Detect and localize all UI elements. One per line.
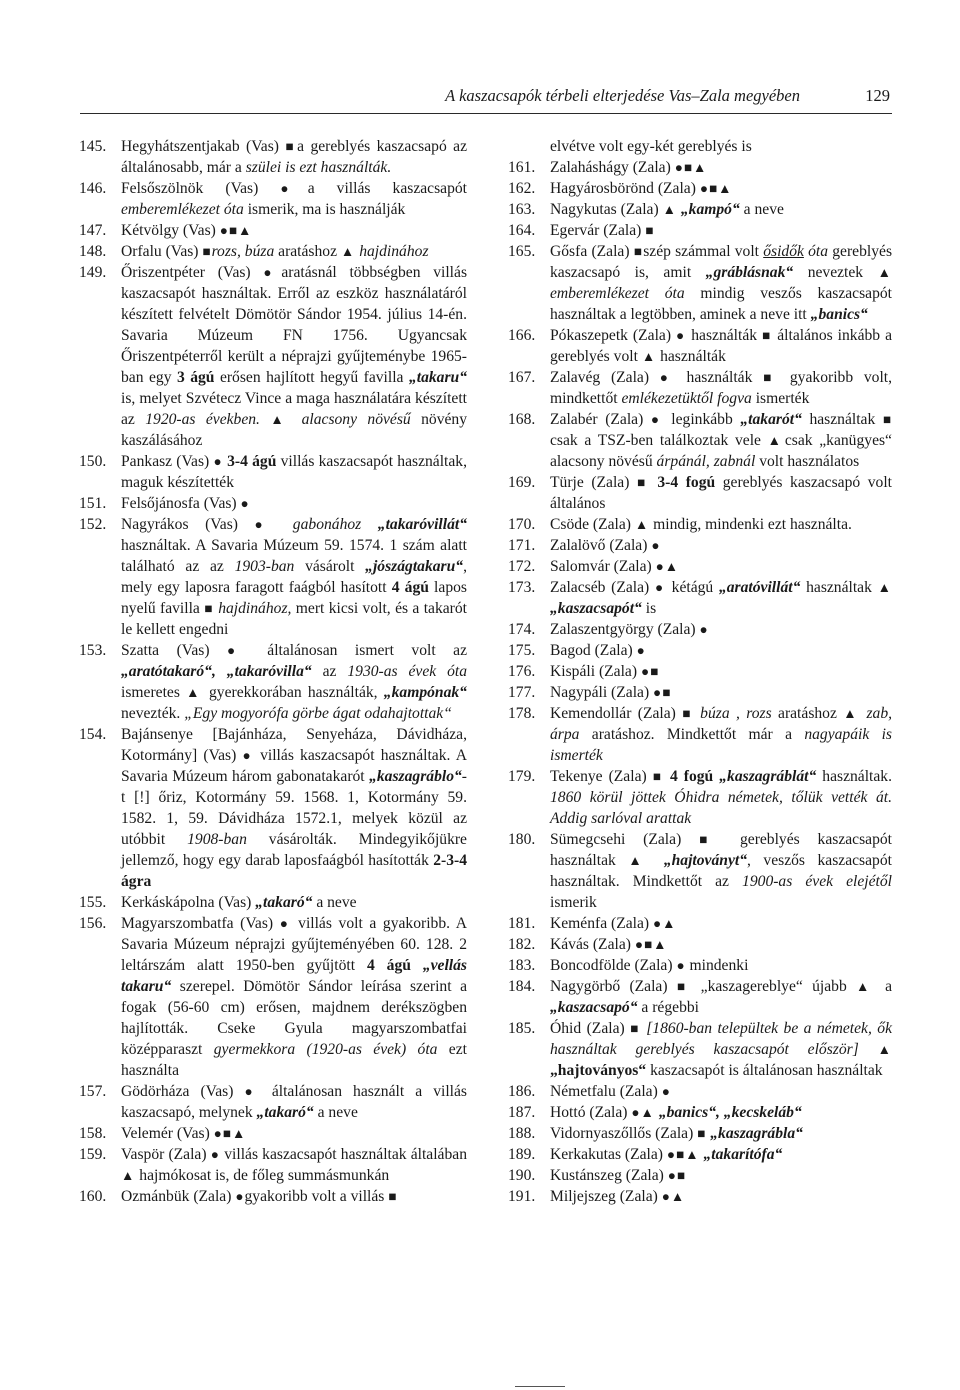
entry-text: Kerkakutas (Zala) ●■▲ „takarítófa“ bbox=[550, 1146, 783, 1163]
page-header bbox=[0, 84, 960, 108]
header-rule bbox=[80, 113, 892, 114]
entry-number: 162. bbox=[508, 180, 536, 197]
list-item bbox=[79, 1144, 467, 1186]
entry-text: Hottó (Zala) ●▲ „banics“, „kecskeláb“ bbox=[550, 1104, 802, 1121]
entry-number: 188. bbox=[508, 1125, 536, 1142]
entry-text: Nagyrákos (Vas) ● gabonához „takaróvillát“ használtak. A Savaria Múzeum 59. 1574. 1 szám alatt található az az 1903-ban vásárolt „jószágtakaru“, mely egy laposra faragott faágból hasított 4 ágú lapos nyelű favilla ■ hajdinához, mert kicsi volt, és a takarót le kellett engedni bbox=[121, 516, 467, 638]
entry-text: Zalaháshágy (Zala) ●■▲ bbox=[550, 159, 708, 176]
entry-text: Nagykutas (Zala) ▲ „kampó“ a neve bbox=[550, 201, 784, 218]
entry-number: 190. bbox=[508, 1167, 536, 1184]
list-item bbox=[508, 325, 892, 367]
entry-number: 160. bbox=[79, 1188, 107, 1205]
list-item bbox=[508, 1144, 892, 1165]
list-item bbox=[508, 556, 892, 577]
entry-number: 172. bbox=[508, 558, 536, 575]
list-item bbox=[508, 913, 892, 934]
entry-text: Zalacséb (Zala) ● kétágú „aratóvillát“ használtak ▲ „kaszacsapót“ is bbox=[550, 579, 892, 617]
list-item bbox=[508, 514, 892, 535]
entry-number: 170. bbox=[508, 516, 536, 533]
entry-number: 179. bbox=[508, 768, 536, 785]
list-item bbox=[79, 1186, 467, 1207]
entry-text: Ozmánbük (Zala) ●gyakoribb volt a villás ■ bbox=[121, 1188, 398, 1205]
list-item bbox=[508, 409, 892, 472]
entry-text: Zalavég (Zala) ● használták ■ gyakoribb volt, mindkettőt emlékezetüktől fogva ismerték bbox=[550, 369, 893, 407]
entry-text: Vidornyaszőllős (Zala) ■ „kaszagrábla“ bbox=[550, 1125, 803, 1142]
list-item bbox=[79, 1123, 467, 1144]
entry-number: 174. bbox=[508, 621, 536, 638]
entry-text: Velemér (Vas) ●■▲ bbox=[121, 1125, 247, 1142]
entry-text: Kustánszeg (Zala) ●■ bbox=[550, 1167, 687, 1184]
entry-number: 157. bbox=[79, 1083, 107, 1100]
entry-text: Gősfa (Zala) ■szép számmal volt ősidők óta gereblyés kaszacsapó is, amit „gráblásnak“ neveztek ▲ emberemlékezet óta mindig veszős kaszacsapót használtak a legtöbben, aminek a neve itt „banics“ bbox=[550, 243, 893, 323]
list-item bbox=[79, 913, 467, 1081]
entry-number: 166. bbox=[508, 327, 536, 344]
entry-number: 167. bbox=[508, 369, 536, 386]
list-item bbox=[79, 451, 467, 493]
entry-number: 169. bbox=[508, 474, 536, 491]
entry-text: Sümegcsehi (Zala) ■ gereblyés kaszacsapót használtak ▲ „hajtoványt“, veszős kaszacsapót használtak. Mindkettőt az 1900-as évek elejétől ismerik bbox=[550, 831, 892, 911]
entry-number: 161. bbox=[508, 159, 536, 176]
list-item bbox=[508, 1081, 892, 1102]
entry-number: 154. bbox=[79, 726, 107, 743]
entry-number: 163. bbox=[508, 201, 536, 218]
entry-text: Kispáli (Zala) ●■ bbox=[550, 663, 660, 680]
list-item bbox=[508, 367, 892, 409]
entry-number: 191. bbox=[508, 1188, 536, 1205]
left-column bbox=[79, 136, 467, 1207]
entry-number: 184. bbox=[508, 978, 536, 995]
list-item bbox=[508, 241, 892, 325]
list-item bbox=[508, 1102, 892, 1123]
entry-number: 171. bbox=[508, 537, 536, 554]
entry-text: Pókaszepetk (Zala) ● használták ■ általános inkább a gereblyés volt ▲ használták bbox=[550, 327, 893, 365]
entry-number: 183. bbox=[508, 957, 536, 974]
footer-mark bbox=[515, 1386, 565, 1387]
entry-text: Pankasz (Vas) ● 3-4 ágú villás kaszacsapót használtak, maguk készítették bbox=[121, 453, 468, 491]
entry-number: 176. bbox=[508, 663, 536, 680]
list-item bbox=[508, 535, 892, 556]
entry-text: Türje (Zala) ■ 3-4 fogú gereblyés kaszacsapó volt általános bbox=[550, 474, 893, 512]
entry-number: 146. bbox=[79, 180, 107, 197]
entry-number: 156. bbox=[79, 915, 107, 932]
entry-text: Felsőjánosfa (Vas) ● bbox=[121, 495, 250, 512]
entry-text: Zalalövő (Zala) ● bbox=[550, 537, 661, 554]
list-item bbox=[508, 829, 892, 913]
entry-number: 185. bbox=[508, 1020, 536, 1037]
entry-number: 175. bbox=[508, 642, 536, 659]
entry-number: 151. bbox=[79, 495, 107, 512]
entry-number: 186. bbox=[508, 1083, 536, 1100]
entry-number: 182. bbox=[508, 936, 536, 953]
entry-text: Óhid (Zala) ■ [1860-ban települtek be a németek, ők használtak gereblyés kaszacsapót először] ▲ „hajtoványos“ kaszacsapót is általánosan használtak bbox=[550, 1020, 892, 1079]
entry-text: Kerkáskápolna (Vas) „takaró“ a neve bbox=[121, 894, 357, 911]
list-item bbox=[508, 955, 892, 976]
list-item bbox=[508, 220, 892, 241]
list-item bbox=[508, 1165, 892, 1186]
list-item bbox=[508, 136, 892, 157]
entry-text: Kávás (Zala) ●■▲ bbox=[550, 936, 668, 953]
entry-text: Hegyhátszentjakab (Vas) ■a gereblyés kaszacsapó az általánosabb, már a szülei is ezt használták. bbox=[121, 138, 468, 176]
entry-text: Vaspör (Zala) ● villás kaszacsapót használtak általában ▲ hajmókosat is, de főleg summásmunkán bbox=[121, 1146, 467, 1184]
entry-number: 158. bbox=[79, 1125, 107, 1142]
entry-text: Kétvölgy (Vas) ●■▲ bbox=[121, 222, 253, 239]
entry-text: Boncodfölde (Zala) ● mindenki bbox=[550, 957, 749, 974]
entry-text: Felsőszölnök (Vas) ●a villás kaszacsapót emberemlékezet óta ismerik, ma is használják bbox=[121, 180, 467, 218]
list-item bbox=[508, 1018, 892, 1081]
entry-text: elvétve volt egy-két gereblyés is bbox=[550, 138, 752, 155]
entry-text: Miljejszeg (Zala) ●▲ bbox=[550, 1188, 686, 1205]
entry-number: 148. bbox=[79, 243, 107, 260]
list-item bbox=[508, 1123, 892, 1144]
entry-number: 187. bbox=[508, 1104, 536, 1121]
entry-number: 147. bbox=[79, 222, 107, 239]
entry-text: Őriszentpéter (Vas) ●aratásnál többségben villás kaszacsapót használtak. Erről az eszköz használatáról készített felvételt Dömötör Sándor 1954. július 14-én. Savaria Múzeum FN 1756. Ugyancsak Őriszentpéterről került a néprajzi gyűjteménybe 1965-ban egy 3 ágú erősen hajlított hegyű favilla „takaru“ is, melyet Szvétecz Vince a maga használatára készített az 1920-as években. ▲ alacsony növésű növény kaszálásához bbox=[121, 264, 468, 449]
list-item bbox=[79, 178, 467, 220]
entry-text: Nagygörbő (Zala) ■ „kaszagereblye“ újabb ▲ a „kaszacsapó“ a régebbi bbox=[550, 978, 892, 1016]
entry-text: Egervár (Zala) ■ bbox=[550, 222, 655, 239]
entry-text: Bagod (Zala) ● bbox=[550, 642, 646, 659]
list-item bbox=[508, 1186, 892, 1207]
list-item bbox=[508, 766, 892, 829]
entry-number: 173. bbox=[508, 579, 536, 596]
list-item bbox=[79, 262, 467, 451]
entry-text: Kemendollár (Zala) ■ búza , rozs aratáshoz ▲ zab, árpa aratáshoz. Mindkettőt már a nagyapáik is ismerték bbox=[550, 705, 893, 764]
entry-text: Szatta (Vas) ● általánosan ismert volt az „aratótakaró“, „takaróvilla“ az 1930-as évek óta ismeretes ▲ gyerekkorában használták, „kampónak“ nevezték. „Egy mogyorófa görbe ágat odahajtottak“ bbox=[121, 642, 468, 722]
entry-text: Nagypáli (Zala) ●■ bbox=[550, 684, 672, 701]
list-item bbox=[79, 1081, 467, 1123]
list-item bbox=[508, 157, 892, 178]
entry-number: 145. bbox=[79, 138, 107, 155]
list-item bbox=[508, 619, 892, 640]
list-item bbox=[79, 724, 467, 892]
entry-text: Csöde (Zala) ▲ mindig, mindenki ezt használta. bbox=[550, 516, 852, 533]
list-item bbox=[79, 514, 467, 640]
entry-number: 159. bbox=[79, 1146, 107, 1163]
entry-text: Hagyárosbörönd (Zala) ●■▲ bbox=[550, 180, 733, 197]
entry-text: Salomvár (Zala) ●▲ bbox=[550, 558, 680, 575]
list-item bbox=[508, 640, 892, 661]
list-item bbox=[508, 703, 892, 766]
entry-number: 155. bbox=[79, 894, 107, 911]
list-item bbox=[79, 220, 467, 241]
entry-number: 189. bbox=[508, 1146, 536, 1163]
page-number: 129 bbox=[865, 86, 890, 105]
entry-number: 152. bbox=[79, 516, 107, 533]
list-item bbox=[508, 682, 892, 703]
entry-number: 168. bbox=[508, 411, 536, 428]
entry-text: Keménfa (Zala) ●▲ bbox=[550, 915, 677, 932]
list-item bbox=[508, 661, 892, 682]
list-item bbox=[508, 472, 892, 514]
entry-text: Bajánsenye [Bajánháza, Senyeháza, Dávidháza, Kotormány] (Vas) ● villás kaszacsapót használtak. A Savaria Múzeum három gabonatakarót „kaszagráblo“-t [!] őriz, Kotormány 59. 1568. 1, Kotormány 59. 1582. 1, 59. Dávidháza 1572.1, melyek közül az utóbbit 1908-ban vásárolták. Mindegyikőjükre jellemző, hogy egy darab laposfaágból hasították 2-3-4 ágra bbox=[121, 726, 467, 890]
list-item bbox=[79, 136, 467, 178]
entry-text: Németfalu (Zala) ● bbox=[550, 1083, 671, 1100]
running-title: A kaszacsapók térbeli elterjedése Vas–Zala megyében bbox=[445, 86, 800, 105]
list-item bbox=[79, 493, 467, 514]
entry-text: Orfalu (Vas) ■rozs, búza aratáshoz ▲ hajdinához bbox=[121, 243, 429, 260]
entry-text: Zalaszentgyörgy (Zala) ● bbox=[550, 621, 709, 638]
entry-number: 177. bbox=[508, 684, 536, 701]
entry-number: 149. bbox=[79, 264, 107, 281]
list-item bbox=[79, 892, 467, 913]
right-column bbox=[508, 136, 892, 1207]
entry-text: Tekenye (Zala) ■ 4 fogú „kaszagráblát“ használtak. 1860 körül jöttek Óhidra németek, tőlük vették át. Addig sarlóval arattak bbox=[550, 768, 892, 827]
list-item bbox=[508, 199, 892, 220]
entry-text: Magyarszombatfa (Vas) ● villás volt a gyakoribb. A Savaria Múzeum néprajzi gyűjteményében 60. 128. 2 leltárszám alatt 1950-ben gyűjtött 4 ágú „vellás takaru“ szerepel. Dömötör Sándor leírása szerint a fogak (56-60 cm) erősen, majdnem derékszögben hajlították. Cseke Gyula magyarszombatfai középparaszt gyermekkora (1920-as évek) óta ezt használta bbox=[121, 915, 468, 1079]
entry-number: 178. bbox=[508, 705, 536, 722]
entry-text: Zalabér (Zala) ● leginkább „takarót“ használtak ■ csak a TSZ-ben találkoztak vele ▲csak „kanügyes“ alacsony növésű árpánál, zabnál volt használatos bbox=[550, 411, 892, 470]
entry-number: 181. bbox=[508, 915, 536, 932]
entry-text: Gödörháza (Vas) ● általánosan használt a villás kaszacsapó, melynek „takaró“ a neve bbox=[121, 1083, 467, 1121]
entry-number: 164. bbox=[508, 222, 536, 239]
entry-number: 180. bbox=[508, 831, 536, 848]
list-item bbox=[508, 976, 892, 1018]
entry-number: 150. bbox=[79, 453, 107, 470]
entry-number: 165. bbox=[508, 243, 536, 260]
list-item bbox=[508, 178, 892, 199]
list-item bbox=[79, 241, 467, 262]
list-item bbox=[508, 577, 892, 619]
entry-number: 153. bbox=[79, 642, 107, 659]
list-item bbox=[508, 934, 892, 955]
list-item bbox=[79, 640, 467, 724]
